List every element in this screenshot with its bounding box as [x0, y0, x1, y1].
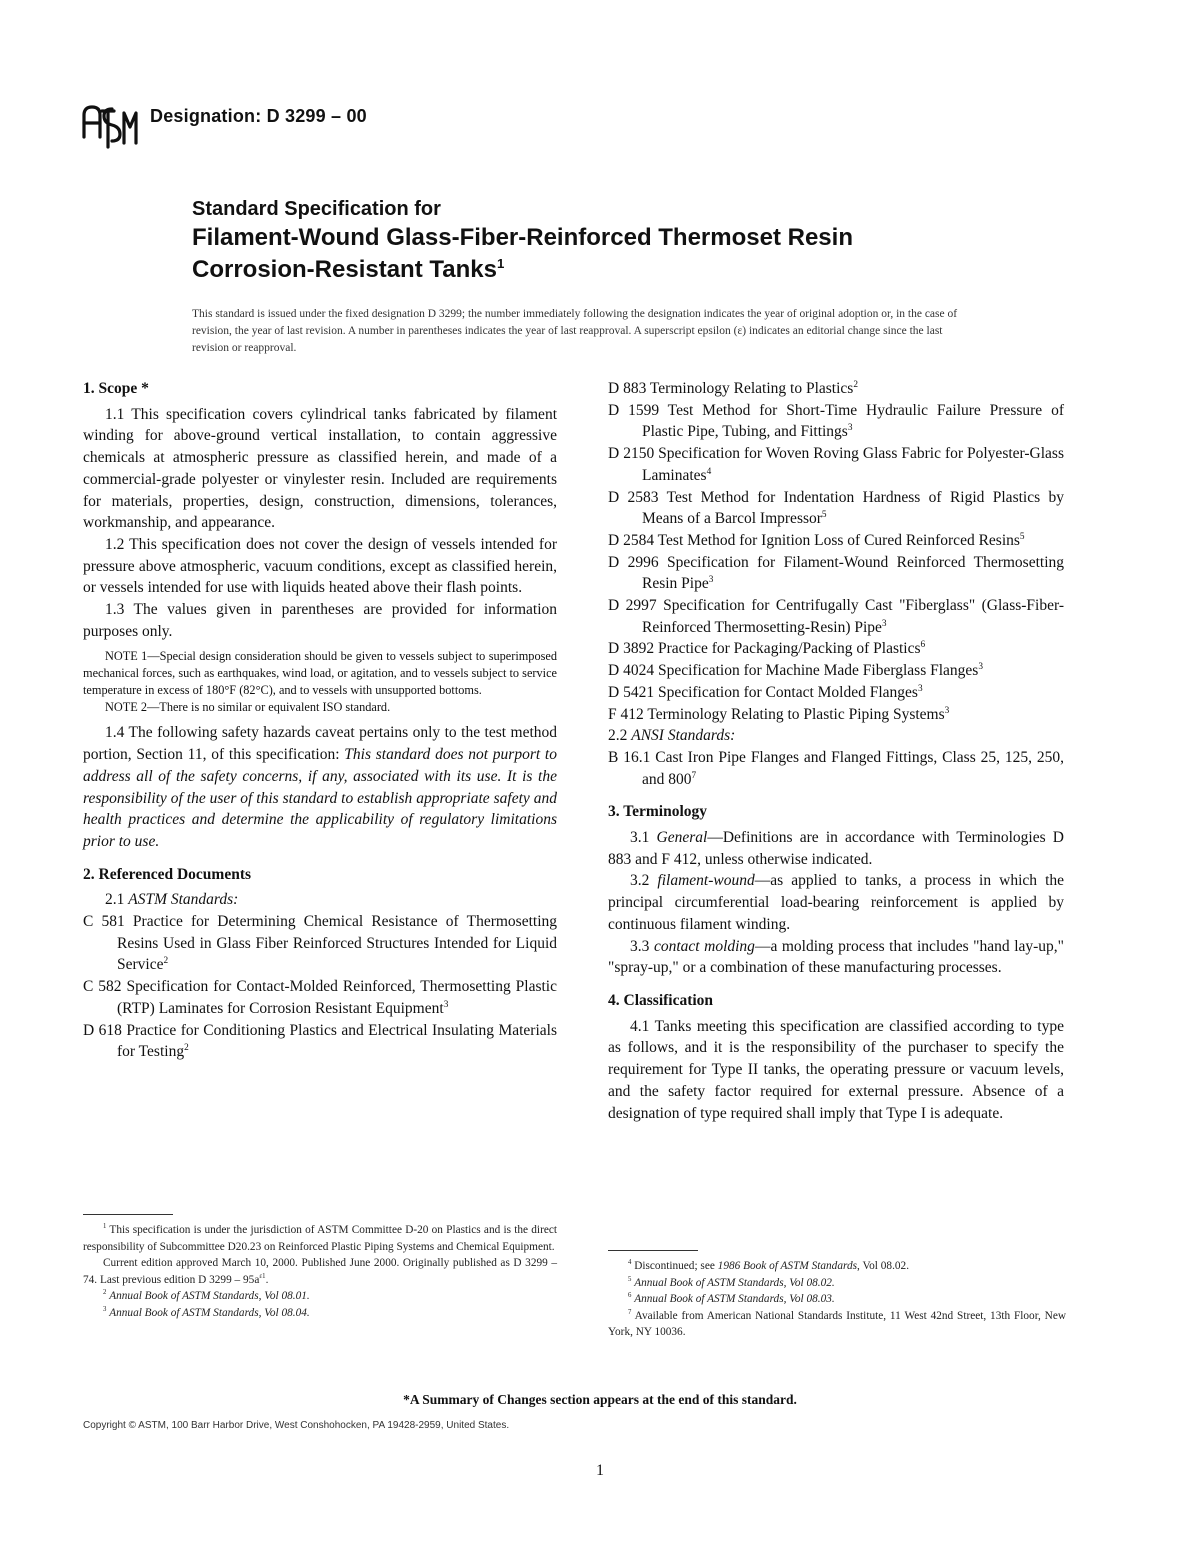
paragraph-1-2: 1.2 This specification does not cover the design of vessels intended for pressure above atmospheric, vacuum conditions, except as classified herein, or vessels intended for use with liquids heated above their flash points.: [83, 535, 557, 597]
issued-note: This standard is issued under the fixed designation D 3299; the number immediately following the designation indicates the year of original adoption or, in the case of revision, the year of last revision. A number in parentheses indicates the year of last reapproval. A superscript epsilon (ε) indicates an editorial change since the last revision or reapproval.: [192, 308, 958, 354]
reference-footnote-mark: 2: [184, 1043, 189, 1054]
reference-item: [608, 487, 1064, 530]
title-block: [192, 196, 1092, 286]
classification-heading: 4. Classification: [608, 991, 714, 1009]
paragraph-3-2: [608, 870, 1064, 935]
reference-footnote-mark: 7: [691, 770, 697, 781]
reference-footnote-mark: 5: [1019, 531, 1025, 542]
footnote-4: [608, 1258, 1066, 1275]
footnote-7: [608, 1308, 1066, 1341]
footnote-6-mark: 6: [628, 1292, 632, 1300]
paragraph-3-1-text: —Definitions are in accordance with Terminologies D 883 and F 412, unless otherwise indicated.: [608, 829, 1065, 868]
reference-item: [608, 595, 1064, 638]
paragraph-3-1-num: 3.1: [630, 829, 657, 847]
paragraph-3-1: [608, 827, 1064, 870]
reference-text: C 582 Specification for Contact-Molded Reinforced, Thermosetting Plastic (RTP) Laminates for Corrosion Resistant Equipment: [83, 978, 557, 1017]
reference-footnote-mark: 5: [821, 510, 827, 521]
footnote-2-mark: 2: [103, 1289, 107, 1297]
paragraph-2-2-num: 2.2: [608, 727, 632, 745]
safety-caveat: This standard does not purport to address all of the safety concerns, if any, associated with its use. It is the responsibility of the user of this standard to establish appropriate safety and health practices and determine the applicability of regulatory limitations prior to use.: [83, 746, 557, 850]
reference-footnote-mark: 3: [944, 705, 950, 716]
title-line-2: Filament-Wound Glass-Fiber-Reinforced Thermoset Resin: [192, 224, 853, 251]
footnote-5-mark: 5: [628, 1275, 632, 1283]
footnote-2: [83, 1288, 557, 1305]
reference-text: D 618 Practice for Conditioning Plastics and Electrical Insulating Materials for Testing: [83, 1021, 557, 1061]
right-column: [608, 378, 1064, 1124]
title-footnote-mark: 1: [496, 256, 505, 271]
reference-footnote-mark: 3: [978, 661, 983, 672]
reference-footnote-mark: 6: [920, 640, 926, 651]
reference-footnote-mark: 3: [881, 618, 887, 629]
reference-text: D 883 Terminology Relating to Plastics: [608, 380, 854, 397]
reference-text: D 4024 Specification for Machine Made Fiberglass Flanges: [608, 662, 979, 680]
paragraph-1-1: 1.1 This specification covers cylindrical tanks fabricated by filament winding for above-ground vertical installation, to contain aggressive chemicals at atmospheric pressure as classified herein, and made of a commercial-grade polyester or vinylester resin. Included are requirements for materials, properties, design, construction, dimensions, tolerances, workmanship, and appearance.: [83, 405, 557, 532]
copyright: Copyright © ASTM, 100 Barr Harbor Drive, West Conshohocken, PA 19428-2959, United States.: [83, 1420, 510, 1431]
current-edition-text: Current edition approved March 10, 2000. Published June 2000. Originally published as D 3299 – 74. Last previous edition D 3299 – 95a: [83, 1257, 557, 1286]
reference-text: F 412 Terminology Relating to Plastic Piping Systems: [608, 705, 945, 723]
paragraph-3-3-num: 3.3: [630, 937, 654, 955]
reference-text: D 5421 Specification for Contact Molded Flanges: [608, 683, 918, 701]
footnote-rule-right: [608, 1250, 698, 1251]
paragraph-2-2: [608, 725, 1064, 747]
reference-text: C 581 Practice for Determining Chemical Resistance of Thermosetting Resins Used in Glass Fiber Reinforced Structures Intended for Liquid Service: [83, 913, 557, 974]
reference-item: [608, 552, 1064, 595]
note-1: NOTE 1—Special design consideration should be given to vessels subject to superimposed mechanical forces, such as earthquakes, wind load, or agitation, and to vessels subject to service temperature in excess of 180°F (82°C), and to vessels with unsupported bottoms.: [83, 649, 557, 698]
footnotes-right: [608, 1258, 1066, 1341]
footnote-7-text: Available from American National Standards Institute, 11 West 42nd Street, 13th Floor, New York, NY 10036.: [608, 1309, 1067, 1338]
reference-item: [83, 911, 557, 976]
footnote-1-mark: 1: [103, 1223, 107, 1231]
referenced-documents-heading: 2. Referenced Documents: [83, 865, 252, 883]
term-filament-wound: filament-wound: [657, 872, 755, 890]
summary-of-changes-note: *A Summary of Changes section appears at the end of this standard.: [403, 1392, 797, 1407]
footnote-3: [83, 1305, 557, 1322]
reference-footnote-mark: 2: [163, 956, 169, 967]
reference-item: [608, 638, 1064, 660]
footnote-3-text: Annual Book of ASTM Standards, Vol 08.04.: [109, 1306, 310, 1319]
reference-item: [608, 682, 1064, 704]
reference-footnote-mark: 3: [847, 423, 853, 434]
ansi-standards-label: ANSI Standards:: [631, 727, 736, 745]
left-column: [83, 378, 557, 1063]
designation: Designation: D 3299 – 00: [150, 106, 367, 126]
footnote-6: [608, 1291, 1066, 1308]
reference-text: D 2584 Test Method for Ignition Loss of Cured Reinforced Resins: [608, 531, 1020, 549]
paragraph-3-3: [608, 936, 1064, 979]
paragraph-1-4: [83, 722, 557, 852]
reference-item: [608, 530, 1064, 552]
paragraph-1-4-text: 1.4 The following safety hazards caveat pertains only to the test method portion, Section 11, of this specification:: [83, 724, 557, 764]
footnote-3-mark: 3: [103, 1305, 107, 1313]
term-contact-molding: contact molding: [653, 937, 755, 955]
title-line-3-text: Corrosion-Resistant Tanks: [192, 256, 497, 283]
reference-text: D 2997 Specification for Centrifugally Cast "Fiberglass" (Glass-Fiber-Reinforced Thermosetting-Resin) Pipe: [608, 597, 1064, 636]
reference-item: [608, 378, 1064, 400]
reference-item: [608, 400, 1064, 443]
footnote-1-current-edition: Current edition approved March 10, 2000. Published June 2000. Originally published as D 3299 – 74. Last previous edition D $3299 - 95a^{\varepsilon 1}$.: [83, 1257, 557, 1286]
reference-footnote-mark: 4: [706, 466, 712, 477]
footnotes-left: [83, 1222, 557, 1321]
term-general: General: [656, 829, 708, 847]
footnote-1-text: This specification is under the jurisdiction of ASTM Committee D-20 on Plastics and is the direct responsibility of Subcommittee D20.23 on Reinforced Plastic Piping Systems and Chemical Equipment.: [83, 1224, 557, 1253]
reference-item: [608, 747, 1064, 790]
current-edition-epsilon: ε1: [259, 1272, 266, 1280]
footnote-5-text: Annual Book of ASTM Standards, Vol 08.02.: [634, 1276, 835, 1289]
footnote-4-book: 1986 Book of ASTM Standards: [717, 1260, 858, 1272]
scope-heading: 1. Scope *: [83, 380, 149, 397]
reference-text: D 3892 Practice for Packaging/Packing of Plastics: [608, 640, 921, 658]
paragraph-1-3: 1.3 The values given in parentheses are provided for information purposes only.: [83, 601, 557, 640]
reference-item: [608, 443, 1064, 486]
paragraph-2-1-num: 2.1: [105, 891, 129, 909]
footnote-4-volume: , Vol 08.02.: [857, 1260, 910, 1272]
reference-footnote-mark: 3: [917, 683, 923, 694]
paragraph-3-2-num: 3.2: [630, 872, 658, 890]
footnote-rule-left: [83, 1214, 173, 1215]
reference-text: B 16.1 Cast Iron Pipe Flanges and Flanged Fittings, Class 25, 125, 250, and 800: [608, 748, 1064, 788]
title-line-1: Standard Specification for: [192, 198, 441, 220]
title-line-3: [192, 254, 1092, 286]
footnote-2-text: Annual Book of ASTM Standards, Vol 08.01.: [109, 1290, 310, 1302]
paragraph-2-1: [83, 889, 557, 911]
astm-logo: [80, 103, 140, 153]
reference-text: D 2583 Test Method for Indentation Hardness of Rigid Plastics by Means of a Barcol Impressor: [608, 488, 1064, 528]
astm-standards-label: ASTM Standards:: [128, 891, 239, 909]
reference-footnote-mark: 2: [853, 379, 858, 390]
footnote-6-text: Annual Book of ASTM Standards, Vol 08.03.: [634, 1293, 835, 1305]
reference-text: D 1599 Test Method for Short-Time Hydraulic Failure Pressure of Plastic Pipe, Tubing, and Fittings: [608, 401, 1064, 441]
reference-item: [608, 704, 1064, 726]
paragraph-3-3-text: —a molding process that includes "hand lay-up," "spray-up," or a combination of these manufacturing processes.: [608, 937, 1064, 977]
terminology-heading: 3. Terminology: [608, 803, 708, 821]
footnote-1: [83, 1222, 557, 1255]
footnote-5: [608, 1275, 1066, 1292]
page-number: 1: [596, 1462, 604, 1479]
footnote-4-text: Discontinued; see: [634, 1260, 718, 1272]
paragraph-4-1: 4.1 Tanks meeting this specification are classified according to type as follows, and it is the responsibility of the purchaser to specify the requirement for Type II tanks, the operating pressure or vacuum levels, and the safety factor required for external pressure. Absence of a designation of type required shall imply that Type I is adequate.: [608, 1017, 1064, 1122]
reference-footnote-mark: 3: [443, 999, 449, 1010]
footnote-7-mark: 7: [628, 1308, 632, 1316]
note-2: NOTE 2—There is no similar or equivalent ISO standard.: [105, 700, 391, 715]
reference-item: [608, 660, 1064, 682]
reference-text: D 2150 Specification for Woven Roving Glass Fabric for Polyester-Glass Laminates: [608, 445, 1064, 484]
reference-text: D 2996 Specification for Filament-Wound Reinforced Thermosetting Resin Pipe: [608, 553, 1064, 593]
reference-item: [83, 1020, 557, 1063]
reference-item: [83, 976, 557, 1019]
paragraph-3-2-text: —as applied to tanks, a process in which the principal circumferential load-bearing reinforcement is applied by continuous filament winding.: [608, 872, 1065, 933]
footnote-4-mark: 4: [628, 1259, 632, 1267]
reference-footnote-mark: 3: [708, 575, 714, 586]
